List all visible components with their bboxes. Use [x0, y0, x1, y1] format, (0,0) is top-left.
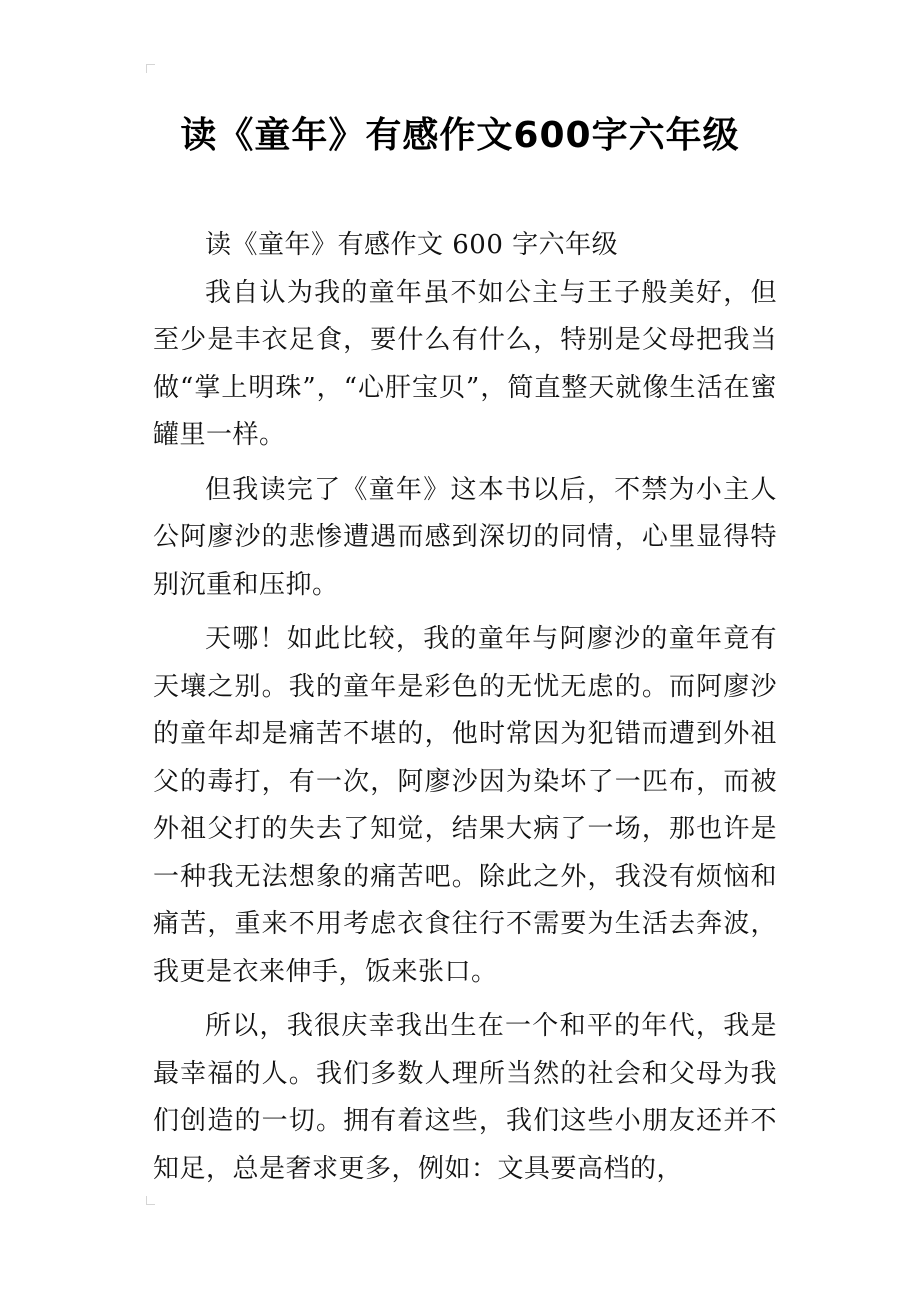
paragraph-1: 我自认为我的童年虽不如公主与王子般美好，但至少是丰衣足食，要什么有什么，特别是父母把我当做“掌上明珠”，“心肝宝贝”，简直整天就像生活在蜜罐里一样。: [153, 277, 777, 450]
paragraph-4: 所以，我很庆幸我出生在一个和平的年代，我是最幸福的人。我们多数人理所当然的社会和父母为我们创造的一切。拥有着这些，我们这些小朋友还并不知足，总是奢求更多，例如：文具要高档的，: [153, 1011, 777, 1184]
body-subtitle: 读《童年》有感作文 600 字六年级: [205, 230, 619, 260]
document-title: 读《童年》有感作文600字六年级: [180, 115, 740, 156]
crop-mark-top-left: [146, 64, 155, 73]
document-body: [153, 222, 777, 1200]
paragraph-2: 但我读完了《童年》这本书以后，不禁为小主人公阿廖沙的悲惨遭遇而感到深切的同情，心里显得特别沉重和压抑。: [153, 474, 777, 600]
paragraph-3: 天哪！如此比较，我的童年与阿廖沙的童年竟有天壤之别。我的童年是彩色的无忧无虑的。而阿廖沙的童年却是痛苦不堪的，他时常因为犯错而遭到外祖父的毒打，有一次，阿廖沙因为染坏了一匹布，而被外祖父打的失去了知觉，结果大病了一场，那也许是一种我无法想象的痛苦吧。除此之外，我没有烦恼和痛苦，重来不用考虑衣食往行不需要为生活去奔波，我更是衣来伸手，饭来张口。: [153, 624, 777, 987]
